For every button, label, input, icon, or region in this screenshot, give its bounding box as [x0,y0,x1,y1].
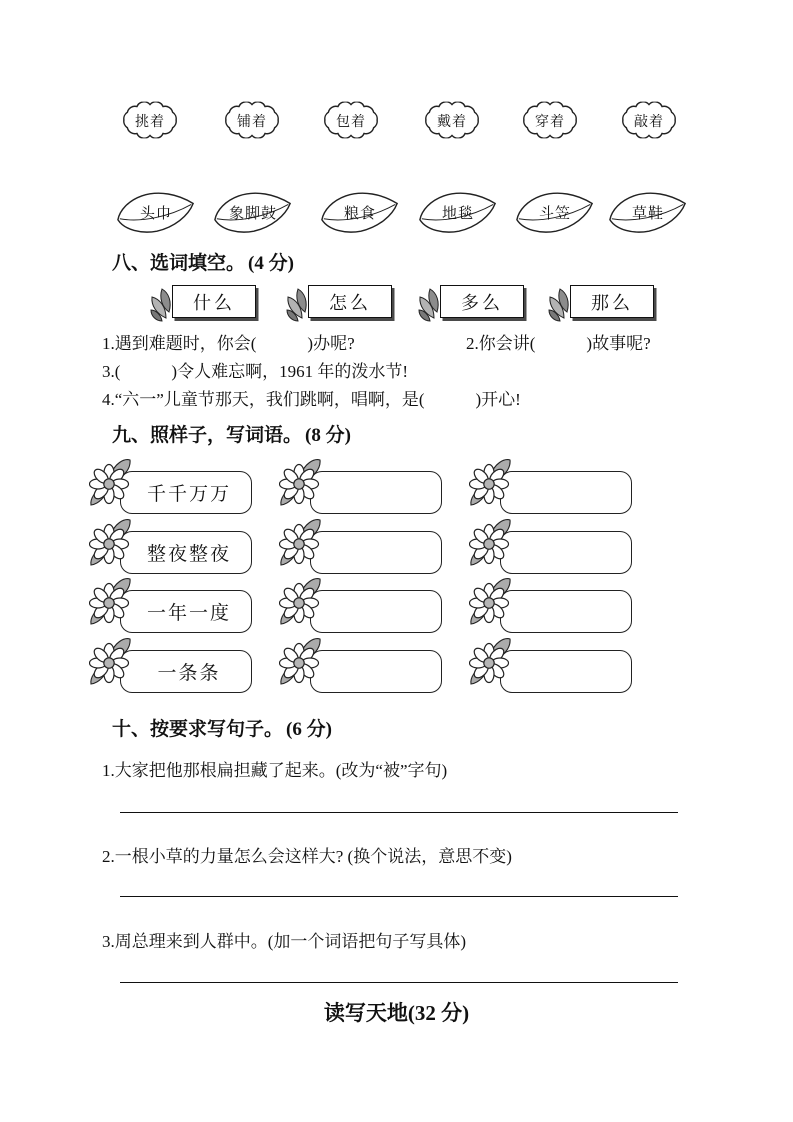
leaf-sprig-icon [418,288,442,322]
fill-blank-sentence: 1.遇到难题时，你会( )办呢? [102,334,355,353]
leaf-sprig-icon [548,288,572,322]
noun-leaf [320,190,400,238]
verb-cloud [121,100,179,140]
answer-line [120,812,678,813]
blank-word-box [500,650,632,693]
noun-leaf [213,190,293,238]
flower-icon [469,637,513,685]
flower-icon [469,518,513,566]
noun-leaf [608,190,688,238]
example-box [120,471,252,514]
rewrite-sentence: 3.周总理来到人群中。(加一个词语把句子写具体) [102,932,467,951]
blank-word-box [500,471,632,514]
example-box [120,650,252,693]
example-word: 整夜整夜 [146,544,231,565]
rewrite-sentence: 1.大家把他那根扁担藏了起来。(改为“被”字句) [102,761,448,780]
blank-word-box [310,590,442,633]
flower-icon [279,637,323,685]
verb-cloud-label: 铺着 [237,114,267,130]
fill-blank-sentence: 4.“六一”儿童节那天，我们跳啊，唱啊，是( )开心! [102,390,521,409]
part-heading-score: (32 分) [407,1001,470,1025]
fill-blank-sentence: 2.你会讲( )故事呢? [466,334,651,353]
word-option-box: 多么 [440,285,524,318]
flower-icon [279,577,323,625]
blank-word-box [310,531,442,574]
leaf-sprig-icon [150,288,174,322]
verb-cloud [223,100,281,140]
example-word: 一年一度 [146,603,231,624]
section-10-title: 十、按要求写句子。 [112,719,284,740]
section-10-heading [112,714,332,741]
verb-cloud [322,100,380,140]
blank-word-box [500,531,632,574]
verb-cloud [521,100,579,140]
flower-icon [279,518,323,566]
part-heading-title: 读写天地 [323,1002,408,1025]
noun-leaf-label: 斗笠 [538,206,571,222]
example-box [120,590,252,633]
answer-line [120,896,678,897]
example-word: 千千万万 [146,484,231,505]
word-option [418,285,524,323]
section-9-heading [112,420,351,447]
verb-cloud-label: 挑着 [135,114,165,130]
section-8-title: 八、选词填空。 [112,253,246,274]
example-box [120,531,252,574]
word-option [150,285,256,323]
word-option-box: 那么 [570,285,654,318]
noun-leaf-label: 粮食 [343,206,376,222]
example-word: 一条条 [157,663,221,684]
answer-line [120,982,678,983]
verb-cloud-label: 穿着 [535,114,565,130]
fill-blank-sentence: 3.( )令人难忘啊，1961 年的泼水节! [102,362,408,381]
rewrite-sentence: 2.一根小草的力量怎么会这样大? (换个说法，意思不变) [102,847,512,866]
noun-leaf-label: 草鞋 [631,206,664,222]
part-heading [0,997,793,1027]
blank-word-box [310,650,442,693]
verb-cloud [423,100,481,140]
blank-word-box [310,471,442,514]
noun-leaf-label: 地毯 [441,206,474,222]
word-option-box: 怎么 [308,285,392,318]
verb-cloud [620,100,678,140]
flower-icon [469,577,513,625]
word-option-box: 什么 [172,285,256,318]
word-option [548,285,654,323]
section-9-score: (8 分) [305,425,351,446]
verb-cloud-label: 戴着 [437,114,467,130]
noun-leaf [418,190,498,238]
verb-cloud-label: 包着 [336,114,366,130]
noun-leaf [116,190,196,238]
section-9-title: 九、照样子，写词语。 [112,425,303,446]
section-8-heading [112,248,294,275]
noun-leaf-label: 头巾 [139,206,172,222]
flower-icon [279,458,323,506]
leaf-sprig-icon [286,288,310,322]
section-10-score: (6 分) [286,719,332,740]
noun-leaf [515,190,595,238]
blank-word-box [500,590,632,633]
section-8-score: (4 分) [248,253,294,274]
word-option [286,285,392,323]
verb-cloud-label: 敲着 [634,114,664,130]
flower-icon [469,458,513,506]
noun-leaf-label: 象脚鼓 [228,206,277,222]
